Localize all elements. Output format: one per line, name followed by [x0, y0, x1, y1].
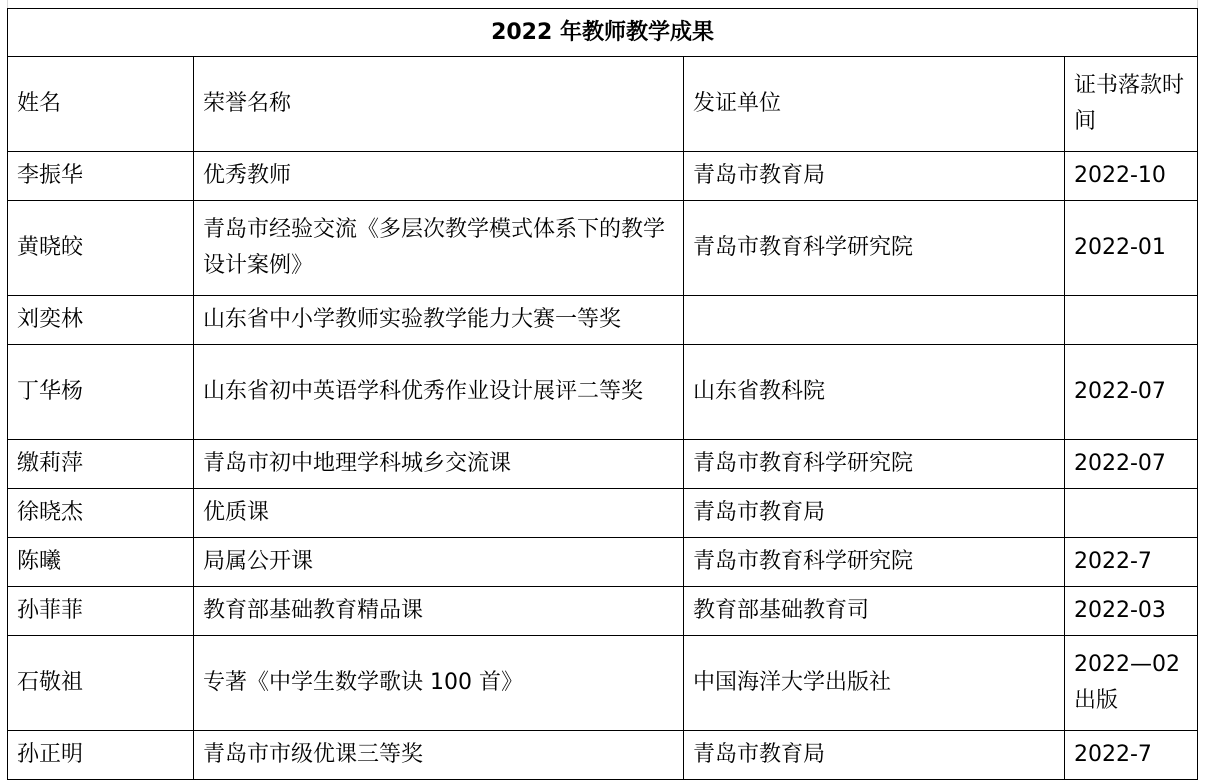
table-row [8, 731, 1198, 780]
header-honor: 荣誉名称 [194, 57, 684, 152]
table-row [8, 636, 1198, 731]
table-row [8, 538, 1198, 587]
header-issuer: 发证单位 [684, 57, 1065, 152]
cell-honor: 青岛市市级优课三等奖 [194, 731, 684, 780]
header-name: 姓名 [8, 57, 194, 152]
cell-issuer [684, 296, 1065, 345]
table-row [8, 152, 1198, 201]
cell-issuer: 青岛市教育科学研究院 [684, 538, 1065, 587]
cell-name: 徐晓杰 [8, 489, 194, 538]
cell-honor: 青岛市经验交流《多层次教学模式体系下的教学设计案例》 [194, 201, 684, 296]
cell-honor: 山东省中小学教师实验教学能力大赛一等奖 [194, 296, 684, 345]
cell-issuer: 青岛市教育局 [684, 152, 1065, 201]
cell-name: 孙正明 [8, 731, 194, 780]
page-top-margin [0, 0, 1206, 8]
cell-issuer: 教育部基础教育司 [684, 587, 1065, 636]
cell-honor: 优质课 [194, 489, 684, 538]
cell-name: 孙菲菲 [8, 587, 194, 636]
cell-date: 2022-7 [1065, 538, 1198, 587]
cell-date: 2022-03 [1065, 587, 1198, 636]
cell-date: 2022-10 [1065, 152, 1198, 201]
table-row [8, 440, 1198, 489]
table-row [8, 587, 1198, 636]
cell-date: 2022—02出版 [1065, 636, 1198, 731]
cell-honor: 专著《中学生数学歌诀 100 首》 [194, 636, 684, 731]
cell-date: 2022-07 [1065, 345, 1198, 440]
cell-date: 2022-7 [1065, 731, 1198, 780]
cell-honor: 山东省初中英语学科优秀作业设计展评二等奖 [194, 345, 684, 440]
cell-name: 缴莉萍 [8, 440, 194, 489]
cell-name: 丁华杨 [8, 345, 194, 440]
cell-name: 李振华 [8, 152, 194, 201]
cell-honor: 青岛市初中地理学科城乡交流课 [194, 440, 684, 489]
table-title: 2022 年教师教学成果 [8, 9, 1198, 57]
cell-issuer: 青岛市教育科学研究院 [684, 440, 1065, 489]
cell-name: 黄晓皎 [8, 201, 194, 296]
cell-date: 2022-01 [1065, 201, 1198, 296]
cell-honor: 优秀教师 [194, 152, 684, 201]
cell-issuer: 山东省教科院 [684, 345, 1065, 440]
cell-date: 2022-07 [1065, 440, 1198, 489]
teaching-achievements-table [7, 8, 1198, 780]
table-title-row [8, 9, 1198, 57]
cell-issuer: 青岛市教育局 [684, 731, 1065, 780]
cell-name: 陈曦 [8, 538, 194, 587]
cell-issuer: 青岛市教育局 [684, 489, 1065, 538]
cell-issuer: 中国海洋大学出版社 [684, 636, 1065, 731]
cell-issuer: 青岛市教育科学研究院 [684, 201, 1065, 296]
table-row [8, 296, 1198, 345]
cell-name: 石敬祖 [8, 636, 194, 731]
table-row [8, 489, 1198, 538]
table-row [8, 345, 1198, 440]
cell-honor: 教育部基础教育精品课 [194, 587, 684, 636]
cell-honor: 局属公开课 [194, 538, 684, 587]
table-row [8, 201, 1198, 296]
cell-name: 刘奕林 [8, 296, 194, 345]
header-row [8, 57, 1198, 152]
cell-date [1065, 296, 1198, 345]
header-date: 证书落款时间 [1065, 57, 1198, 152]
cell-date [1065, 489, 1198, 538]
